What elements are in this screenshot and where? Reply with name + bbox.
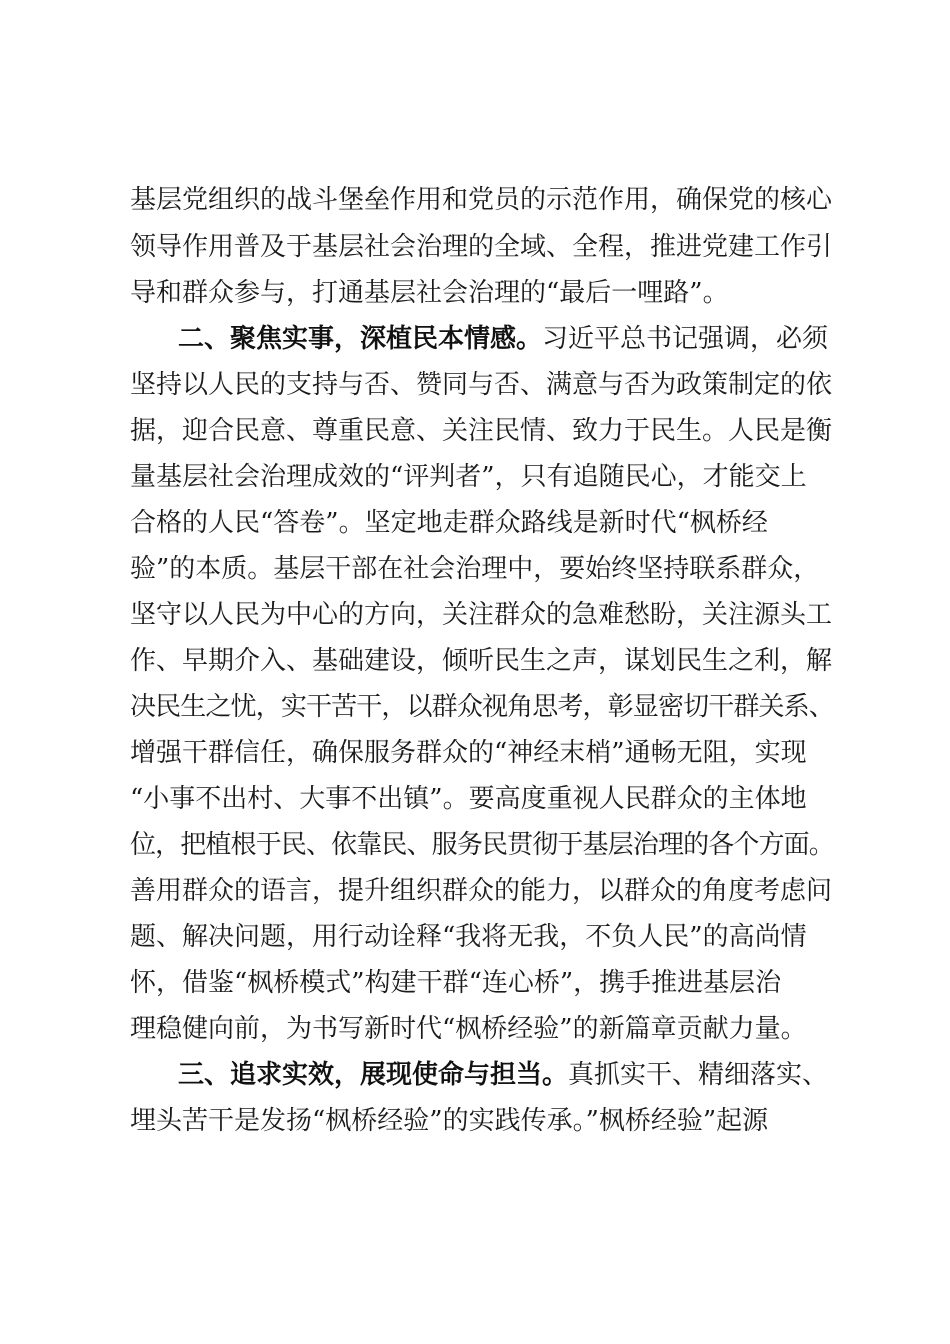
body-line	[0, 730, 807, 776]
section-heading-line	[0, 1052, 828, 1098]
line-text: 习近平总书记强调，必须	[542, 324, 829, 354]
line-text: 导和群众参与，打通基层社会治理的“最后一哩路”。	[130, 278, 729, 308]
body-line	[0, 177, 833, 223]
body-line	[0, 868, 832, 914]
body-line	[0, 454, 807, 500]
line-text: 理稳健向前，为书写新时代“枫桥经验”的新篇章贡献力量。	[130, 1014, 807, 1044]
line-text: 增强干群信任，确保服务群众的“神经末梢”通畅无阻，实现	[130, 738, 807, 768]
line-text: 决民生之忧，实干苦干，以群众视角思考，彰显密切干群关系、	[130, 692, 834, 722]
body-line	[0, 684, 834, 730]
line-text: “小事不出村、大事不出镇”。要高度重视人民群众的主体地	[130, 784, 807, 814]
body-line	[0, 914, 807, 960]
line-text: 位，把植根于民、依靠民、服务民贯彻于基层治理的各个方面。	[130, 830, 834, 860]
body-line	[0, 500, 768, 546]
body-line	[0, 822, 834, 868]
line-text: 量基层社会治理成效的“评判者”，只有追随民心，才能交上	[130, 462, 807, 492]
line-text: 怀，借鉴“枫桥模式”构建干群“连心桥”，携手推进基层治	[130, 968, 782, 998]
line-text: 坚持以人民的支持与否、赞同与否、满意与否为政策制定的依	[130, 370, 833, 400]
line-text: 据，迎合民意、尊重民意、关注民情、致力于民生。人民是衡	[130, 416, 833, 446]
line-text: 善用群众的语言，提升组织群众的能力，以群众的角度考虑问	[130, 876, 833, 906]
line-text: 领导作用普及于基层社会治理的全域、全程，推进党建工作引	[130, 232, 833, 262]
section-heading-line	[0, 316, 828, 362]
body-line	[0, 224, 833, 270]
line-text: 合格的人民“答卷”。坚定地走群众路线是新时代“枫桥经	[130, 508, 768, 538]
body-line	[0, 270, 729, 316]
body-line	[0, 408, 832, 454]
body-line	[0, 1098, 768, 1144]
body-line	[0, 546, 819, 592]
line-text: 题、解决问题，用行动诠释“我将无我，不负人民”的高尚情	[130, 922, 807, 952]
line-text: 坚守以人民为中心的方向，关注群众的急难愁盼，关注源头工	[130, 600, 833, 630]
line-text: 埋头苦干是发扬“枫桥经验”的实践传承。”枫桥经验”起源	[130, 1106, 769, 1136]
section-heading: 三、追求实效，展现使命与担当。	[178, 1060, 569, 1090]
body-line	[0, 960, 781, 1006]
line-text: 作、早期介入、基础建设，倾听民生之声，谋划民生之利，解	[130, 646, 833, 676]
line-text: 验”的本质。基层干部在社会治理中，要始终坚持联系群众，	[130, 554, 820, 584]
line-text: 真抓实干、精细落实、	[568, 1060, 829, 1090]
body-line	[0, 776, 807, 822]
line-text: 基层党组织的战斗堡垒作用和党员的示范作用，确保党的核心	[130, 185, 833, 215]
body-line	[0, 362, 832, 408]
body-line	[0, 638, 832, 684]
body-line	[0, 592, 832, 638]
body-line	[0, 1006, 807, 1052]
section-heading: 二、聚焦实事，深植民本情感。	[178, 324, 543, 354]
